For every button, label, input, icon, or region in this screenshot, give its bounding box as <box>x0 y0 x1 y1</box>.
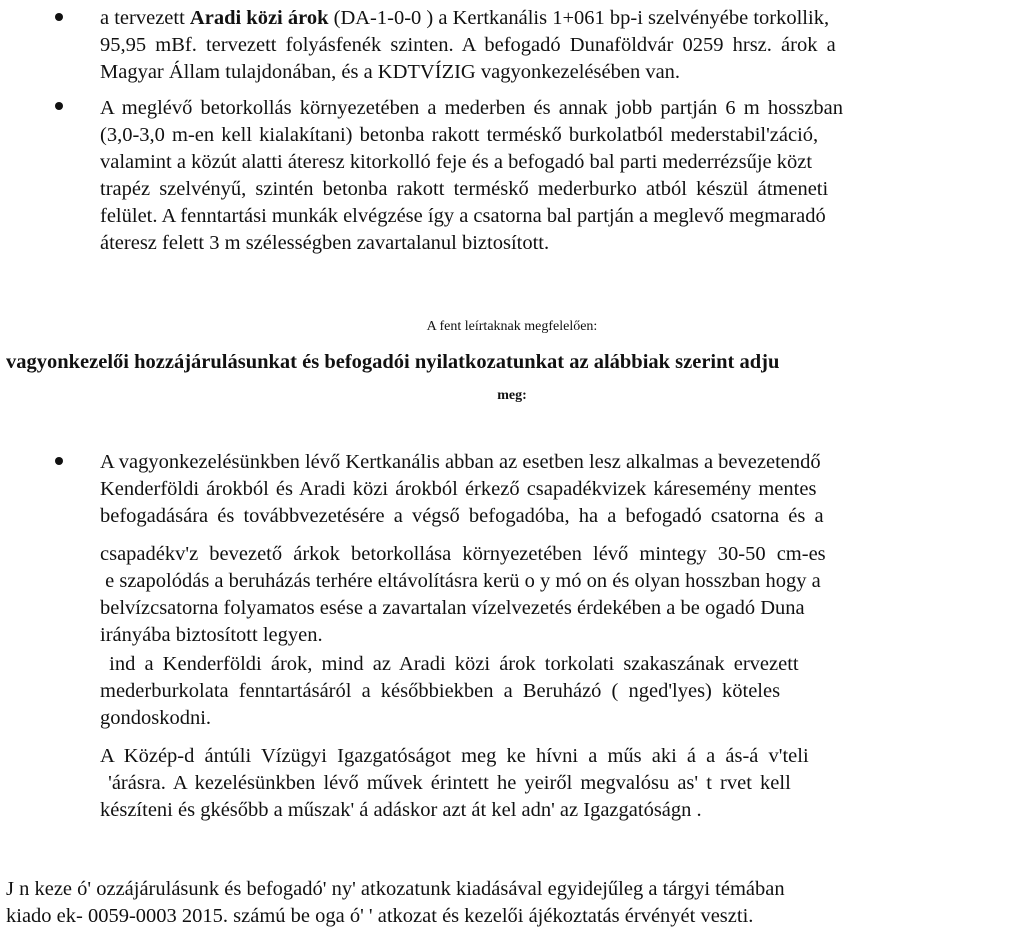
para3-line4: csapadékv'z bevezető árkok betorkollása környezetében lévő mintegy 30-50 cm-es <box>100 543 826 565</box>
para3-line6: belvízcsatorna folyamatos esése a zavartalan vízelvezetés érdekében a be ogadó Duna <box>100 597 805 619</box>
para1-line1 <box>100 6 829 30</box>
para1-line1-post: (DA-1-0-0 ) a Kertkanális 1+061 bp-i szelvényébe torkollik, <box>328 7 830 29</box>
para5-line1: A Közép-d ántúli Vízügyi Igazgatóságot meg ke hívni a műs aki á a ás-á v'teli <box>100 745 809 767</box>
bullet-1 <box>55 13 63 21</box>
para5-line3: készíteni és gkésőbb a műszak' á adáskor azt át kel adn' az Igazgatóságn . <box>100 799 702 821</box>
para5-line2: 'árásra. A kezelésünkben lévő művek érintett he yeiről megvalósu as' t rvet kell <box>100 772 791 794</box>
para2-line1: A meglévő betorkollás környezetében a mederben és annak jobb partján 6 m hosszban <box>100 97 844 119</box>
heading-bold-line1: vagyonkezelői hozzájárulásunkat és befogadói nyilatkozatunkat az alábbiak szerint adju <box>6 351 780 373</box>
para4-line2: mederburkolata fenntartásáról a későbbiekben a Beruházó ( nged'lyes) köteles <box>100 680 781 702</box>
para2-line6: áteresz felett 3 m szélességben zavartalanul biztosított. <box>100 232 550 254</box>
para1-line3: Magyar Állam tulajdonában, és a KDTVÍZIG vagyonkezelésében van. <box>100 61 681 83</box>
para2-line5: felület. A fenntartási munkák elvégzése így a csatorna bal partján a meglevő megmaradó <box>100 205 826 227</box>
heading-bold-line2: meg: <box>497 388 527 403</box>
heading-intro: A fent leírtaknak megfelelően: <box>426 319 598 334</box>
bullet-2 <box>55 102 63 110</box>
para3-line1: A vagyonkezelésünkben lévő Kertkanális abban az esetben lesz alkalmas a bevezetendő <box>100 451 821 473</box>
aradi-kozi-arok-bold: Aradi közi árok <box>189 7 329 29</box>
para3-line5: e szapolódás a beruházás terhére eltávolításra kerü o y mó on és olyan hosszban hogy a <box>100 570 821 592</box>
footer-line1: J n keze ó' ozzájárulásunk és befogadó' ny' atkozatunk kiadásával egyidejűleg a tárgyi témában <box>6 878 785 900</box>
footer-line2: kiado ek- 0059-0003 2015. számú be oga ó' ' atkozat és kezelői ájékoztatás érvényét veszti. <box>6 905 754 927</box>
para4-line3: gondoskodni. <box>100 707 212 729</box>
para1-line1-pre: a tervezett <box>100 7 190 29</box>
para3-line2: Kenderföldi árokból és Aradi közi árokból érkező csapadékvizek káresemény mentes <box>100 478 817 500</box>
para2-line3: valamint a közút alatti áteresz kitorkolló feje és a befogadó bal parti mederrézsűje közt <box>100 151 813 173</box>
bullet-3 <box>55 457 63 465</box>
para3-line7: irányába biztosított legyen. <box>100 624 323 646</box>
para1-line2: 95,95 mBf. tervezett folyásfenék szinten. A befogadó Dunaföldvár 0259 hrsz. árok a <box>100 34 836 56</box>
para2-line2: (3,0-3,0 m-en kell kialakítani) betonba rakott terméskő burkolatból mederstabil'záció, <box>100 124 819 146</box>
para3-line3: befogadására és továbbvezetésére a végső befogadóba, ha a befogadó csatorna és a <box>100 505 824 527</box>
para4-line1: ind a Kenderföldi árok, mind az Aradi közi árok torkolati szakaszának ervezett <box>100 653 799 675</box>
para2-line4: trapéz szelvényű, szintén betonba rakott terméskő mederburko atból készül átmeneti <box>100 178 829 200</box>
